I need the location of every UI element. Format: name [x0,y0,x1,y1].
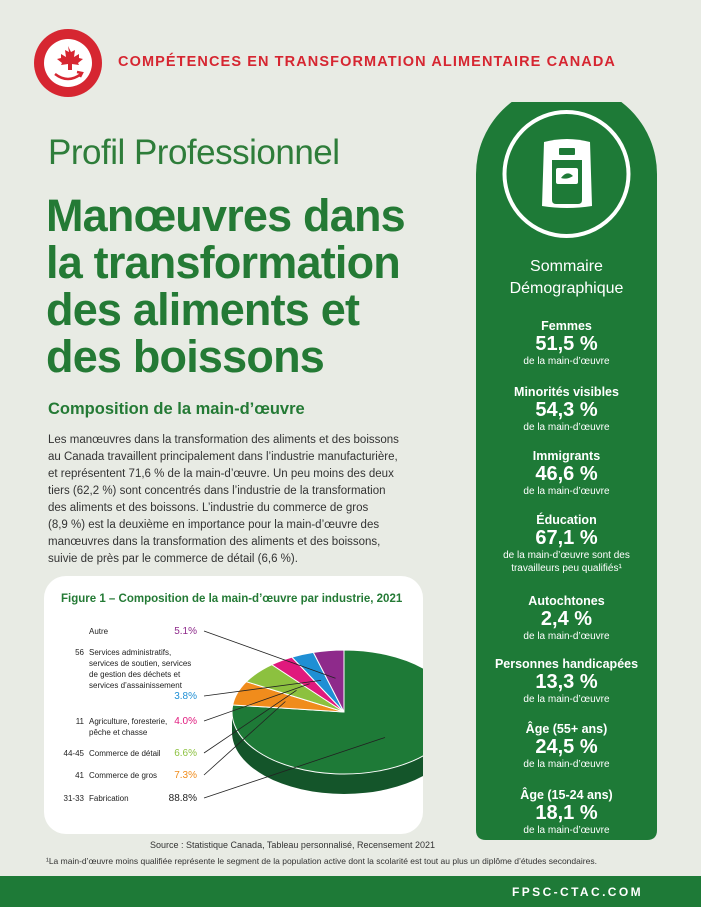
title-line: Manœuvres dans [46,190,405,241]
intro-line: et représentent 71,6 % de la main-d’œuvre. Un peu moins des deux [48,468,394,480]
stat-label: Autochtones [528,594,605,608]
stat-block [476,722,657,771]
stat-note: de la main-d’œuvre [523,759,610,770]
slice-code: 41 [75,771,84,780]
slice-label: de gestion des déchets et [89,670,181,679]
slice-label: services d’assainissement [89,681,182,690]
stat-label: Âge (55+ ans) [525,722,608,736]
intro-line: (8,9 %) est la deuxième en importance pour la main-d’œuvre des [48,519,380,531]
slice-value: 4.0% [174,716,197,727]
profile-kicker: Profil Professionnel [48,133,340,172]
stat-note: de la main-d’œuvre [523,422,610,433]
stat-block [476,594,657,643]
slice-code: 44-45 [63,749,84,758]
stat-label: Âge (15-24 ans) [520,788,613,802]
website-link[interactable]: FPSC-CTAC.COM [512,885,643,899]
organization-name: COMPÉTENCES EN TRANSFORMATION ALIMENTAIRE CANADA [118,54,616,70]
stat-value: 13,3 % [535,671,598,693]
section-heading: Composition de la main-d’œuvre [48,400,305,418]
stat-note: de la main-d’œuvre [523,356,610,367]
stat-label: Femmes [541,319,592,333]
stat-value: 67,1 % [535,527,598,549]
footnote: ¹La main-d’œuvre moins qualifiée représente le segment de la population active dont la scolarité est tout au plus un diplôme d’études secondaires. [46,856,597,866]
slice-label: Fabrication [89,794,129,803]
stat-value: 54,3 % [535,399,598,421]
sidebar-title-line: Sommaire [530,258,603,275]
stat-block [476,657,657,706]
stat-block [476,385,657,434]
stat-note: de la main-d’œuvre [523,631,610,642]
intro-line: des aliments et des boissons. L’industrie du commerce de gros [48,502,369,514]
slice-code: 56 [75,648,84,657]
stat-block [476,513,657,575]
stat-note: de la main-d’œuvre [523,694,610,705]
stat-block [476,449,657,498]
source-note: Source : Statistique Canada, Tableau personnalisé, Recensement 2021 [150,840,436,850]
slice-value: 88.8% [168,793,197,804]
intro-line: manœuvres dans la transformation des aliments et des boissons, [48,536,381,548]
slice-label: Autre [89,627,109,636]
slice-label: services de soutien, services [89,659,192,668]
stat-value: 51,5 % [535,333,598,355]
slice-label: Services administratifs, [89,648,172,657]
stat-block [476,788,657,837]
figure-title: Figure 1 – Composition de la main-d’œuvre par industrie, 2021 [61,593,403,605]
slice-value: 7.3% [174,770,197,781]
intro-line: tiers (62,2 %) sont concentrés dans l’industrie de la transformation [48,485,386,497]
stat-value: 24,5 % [535,736,598,758]
intro-line: au Canada travaillent principalement dans l’industrie manufacturière, [48,451,398,463]
intro-paragraph [48,432,423,568]
slice-code: 31-33 [63,794,84,803]
stat-block [476,319,657,368]
slice-value: 3.8% [174,691,197,702]
stat-label: Éducation [536,513,597,527]
title-line: la transformation [46,237,400,288]
demographic-sidebar [476,102,657,840]
title-line: des aliments et [46,284,360,335]
stat-value: 18,1 % [535,802,598,824]
stat-note: de la main-d’œuvre [523,825,610,836]
slice-label: Commerce de gros [89,771,158,780]
stat-label: Immigrants [532,449,601,463]
slice-code: 11 [75,717,84,726]
intro-line: suivie de près par le commerce de détail (6,6 %). [48,553,298,565]
stat-note: travailleurs peu qualifiés¹ [511,563,622,574]
stat-label: Personnes handicapées [494,657,639,671]
stat-label: Minorités visibles [514,385,619,399]
stat-note: de la main-d’œuvre [523,486,610,497]
slice-label: pêche et chasse [89,728,148,737]
sidebar-title-line: Démographique [509,280,624,297]
slice-value: 6.6% [174,748,197,759]
page-title [46,192,466,380]
sidebar-title [476,256,657,300]
title-line: des boissons [46,331,324,382]
pie-chart [44,576,423,834]
slice-label: Commerce de détail [89,749,161,758]
slice-label: Agriculture, foresterie, [89,717,168,726]
figure-card [44,576,423,834]
stat-value: 2,4 % [540,608,593,630]
stat-value: 46,6 % [535,463,598,485]
page-footer [0,876,701,907]
slice-value: 5.1% [174,626,197,637]
organization-logo [33,28,103,98]
food-jar-bag-icon [534,138,600,210]
stat-note: de la main-d’œuvre sont des [503,550,630,561]
intro-line: Les manœuvres dans la transformation des aliments et des boissons [48,434,399,446]
